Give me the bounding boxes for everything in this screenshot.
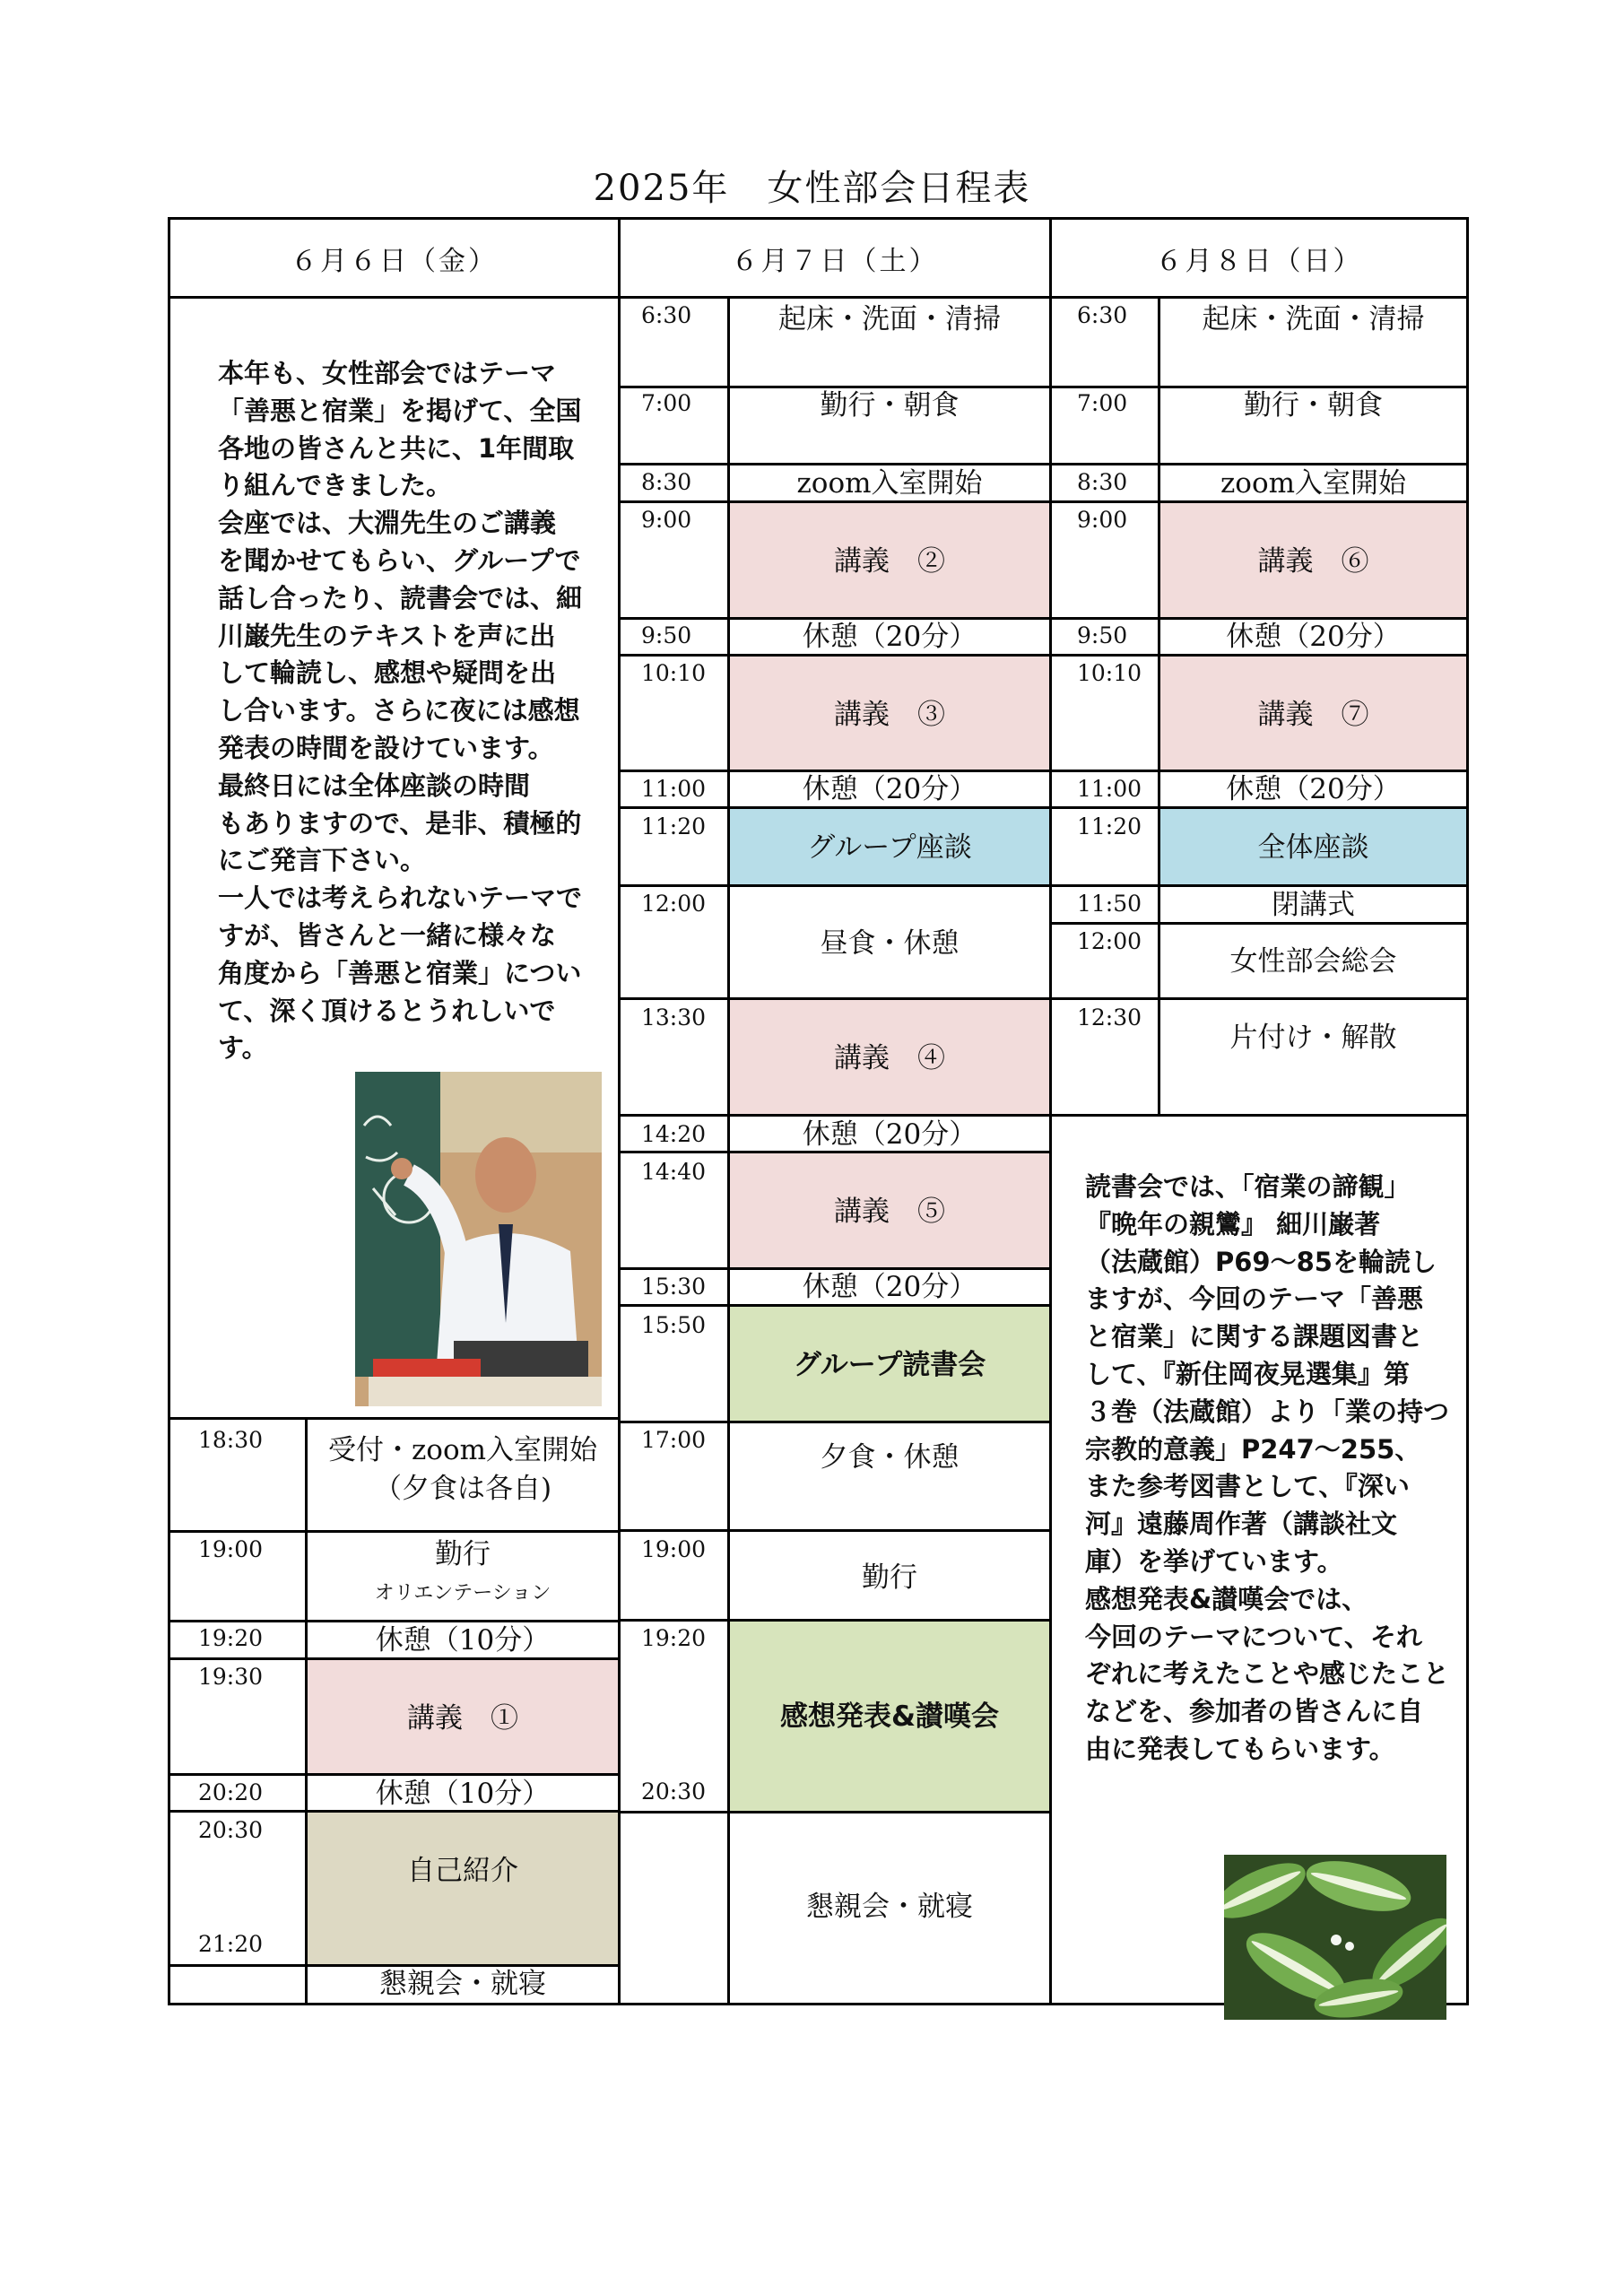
schedule-item: zoom入室開始 xyxy=(1220,467,1407,500)
schedule-item-sub: オリエンテーション xyxy=(374,1582,551,1605)
schedule-item: グループ座談 xyxy=(807,831,972,864)
schedule-item: 感想発表&讃嘆会 xyxy=(779,1700,1000,1733)
schedule-item: 休憩（20分） xyxy=(802,1118,977,1151)
time-label: 19:30 xyxy=(198,1664,264,1690)
intro-line: 川巌先生のテキストを声に出 xyxy=(218,620,556,651)
schedule-item: 講義 ④ xyxy=(834,1042,945,1074)
time-label: 19:20 xyxy=(198,1625,264,1651)
row-border xyxy=(1049,1114,1469,1117)
time-label: 7:00 xyxy=(1077,390,1128,416)
schedule-item: 休憩（20分） xyxy=(802,621,977,653)
time-label: 12:30 xyxy=(1077,1004,1142,1031)
row-border xyxy=(618,884,1052,887)
time-label: 20:20 xyxy=(198,1779,264,1805)
time-label: 11:00 xyxy=(641,776,707,802)
time-label: 8:30 xyxy=(1077,469,1128,495)
time-label: 11:50 xyxy=(1077,891,1142,917)
time-label: 17:00 xyxy=(641,1427,707,1453)
time-label: 8:30 xyxy=(641,469,692,495)
row-border xyxy=(618,997,1052,1000)
time-label: 19:00 xyxy=(641,1536,707,1562)
intro-line: 話し合ったり、読書会では、細 xyxy=(218,582,583,613)
time-label: 12:00 xyxy=(1077,928,1142,954)
time-label: 13:30 xyxy=(641,1004,707,1031)
time-label: 15:30 xyxy=(641,1274,707,1300)
schedule-item: 勤行 xyxy=(862,1561,917,1594)
time-label: 6:30 xyxy=(1077,302,1128,328)
note-line: また参考図書として、『深い xyxy=(1085,1471,1410,1502)
intro-line: を聞かせてもらい、グループで xyxy=(218,544,581,576)
note-line: 庫）を挙げています。 xyxy=(1085,1545,1343,1577)
time-label: 9:00 xyxy=(641,507,692,533)
time-label: 19:00 xyxy=(198,1536,264,1562)
table-border xyxy=(168,217,1469,220)
time-label: 18:30 xyxy=(198,1427,264,1453)
table-border xyxy=(168,217,170,2005)
schedule-item: 休憩（20分） xyxy=(802,1271,977,1303)
schedule-item: 起床・洗面・清掃 xyxy=(1202,303,1425,335)
time-label: 20:30 xyxy=(641,1779,707,1805)
schedule-item: 休憩（10分） xyxy=(375,1624,551,1657)
schedule-item: 講義 ⑤ xyxy=(834,1196,945,1228)
time-label: 9:50 xyxy=(641,622,692,648)
time-label: 9:00 xyxy=(1077,507,1128,533)
schedule-item: 懇親会・就寝 xyxy=(806,1891,973,1923)
intro-line: もありますので、是非、積極的 xyxy=(218,807,582,839)
intro-line: 会座では、大淵先生のご講義 xyxy=(218,508,557,539)
schedule-item: 勤行・朝食 xyxy=(1244,389,1383,422)
row-border xyxy=(168,1530,621,1533)
time-label: 11:20 xyxy=(641,813,707,839)
schedule-item: 自己紹介 xyxy=(407,1855,518,1887)
row-border xyxy=(168,1417,621,1420)
schedule-item: 女性部会総会 xyxy=(1229,945,1397,978)
row-border xyxy=(618,1811,1052,1813)
lecturer-photo xyxy=(355,1072,602,1406)
note-line: と宿業」に関する課題図書と xyxy=(1085,1321,1424,1352)
row-border xyxy=(618,1619,1052,1622)
page-title: 2025年 女性部会日程表 xyxy=(593,168,1031,209)
time-label: 11:00 xyxy=(1077,776,1142,802)
schedule-item: 講義 ② xyxy=(834,545,945,578)
table-border xyxy=(168,296,1469,299)
schedule-item: 勤行・朝食 xyxy=(820,389,960,422)
time-label: 11:20 xyxy=(1077,813,1142,839)
schedule-item: 夕食・休憩 xyxy=(820,1441,960,1474)
note-line: 読書会では、「宿業の諦観」 xyxy=(1085,1171,1411,1202)
schedule-item: 受付・zoom入室開始 xyxy=(327,1434,598,1466)
day-header: ６月８日（日） xyxy=(1155,246,1363,277)
table-border xyxy=(1049,217,1052,2005)
day-header: ６月７日（土） xyxy=(731,246,939,277)
time-label: 6:30 xyxy=(641,302,692,328)
intro-line: 発表の時間を設けています。 xyxy=(218,732,554,763)
schedule-item: 講義 ⑦ xyxy=(1257,699,1369,731)
note-line: 『晩年の親鸞』 細川巌著 xyxy=(1085,1208,1381,1239)
schedule-item-sub: （夕食は各自) xyxy=(373,1473,552,1505)
note-line: 宗教的意義」P247～255、 xyxy=(1085,1433,1421,1465)
note-line: （法蔵館）P69～85を輪読し xyxy=(1085,1246,1437,1277)
time-label: 9:50 xyxy=(1077,622,1128,648)
note-line: ぞれに考えたことや感じたこと xyxy=(1085,1658,1450,1690)
time-label: 21:20 xyxy=(198,1931,264,1957)
schedule-item: 全体座談 xyxy=(1257,831,1369,864)
intro-text xyxy=(218,355,604,1067)
row-border xyxy=(618,1421,1052,1423)
time-label: 7:00 xyxy=(641,390,692,416)
note-line: 感想発表&讃嘆会では、 xyxy=(1085,1583,1368,1614)
note-line: 由に発表してもらいます。 xyxy=(1085,1733,1395,1764)
schedule-item: 片付け・解散 xyxy=(1229,1022,1397,1054)
schedule-item: 起床・洗面・清掃 xyxy=(778,303,1001,335)
intro-line: 角度から「善悪と宿業」につい xyxy=(218,957,582,988)
intro-line: 各地の皆さんと共に、1年間取 xyxy=(218,432,575,464)
plant-photo xyxy=(1224,1855,1446,2020)
schedule-item: 休憩（20分） xyxy=(802,773,977,805)
schedule-item: 講義 ⑥ xyxy=(1257,545,1369,578)
schedule-item: 閉講式 xyxy=(1272,889,1355,921)
schedule-item: 講義 ③ xyxy=(834,699,945,731)
note-line: ますが、今回のテーマ「善悪 xyxy=(1085,1283,1424,1315)
schedule-item: 休憩（20分） xyxy=(1226,621,1401,653)
schedule-item: 休憩（10分） xyxy=(375,1778,551,1810)
intro-line: 一人では考えられないテーマで xyxy=(218,883,583,914)
time-label: 15:50 xyxy=(641,1312,707,1338)
row-border xyxy=(618,1529,1052,1532)
time-label: 12:00 xyxy=(641,891,707,917)
time-label: 14:20 xyxy=(641,1121,707,1147)
note-line: などを、参加者の皆さんに自 xyxy=(1085,1696,1424,1727)
note-line: 今回のテーマについて、それ xyxy=(1085,1621,1422,1652)
note-line: して、『新住岡夜晃選集』第 xyxy=(1085,1358,1410,1389)
intro-line: にご発言下さい。 xyxy=(218,845,427,876)
time-label: 19:20 xyxy=(641,1625,707,1651)
intro-line: て、深く頂けるとうれしいです。 xyxy=(218,995,556,1064)
schedule-item: 講義 ① xyxy=(407,1702,518,1735)
table-border xyxy=(618,217,621,2005)
schedule-item: 昼食・休憩 xyxy=(820,927,960,960)
schedule-item: 懇親会・就寝 xyxy=(379,1968,546,2000)
note-line: 河』遠藤周作著（講談社文 xyxy=(1085,1509,1398,1540)
time-label: 10:10 xyxy=(1077,660,1142,686)
table-border xyxy=(1466,217,1469,2005)
day-header: ６月６日（金） xyxy=(291,246,498,277)
intro-line: り組んできました。 xyxy=(218,470,453,501)
time-label: 20:30 xyxy=(198,1817,264,1843)
schedule-item: 休憩（20分） xyxy=(1226,773,1401,805)
note-line: ３巻（法蔵館）より「業の持つ xyxy=(1085,1396,1450,1427)
intro-line: し合います。さらに夜には感想 xyxy=(218,695,580,726)
intro-line: すが、皆さんと一緒に様々な xyxy=(218,919,557,951)
row-border xyxy=(1049,997,1469,1000)
reading-note xyxy=(1085,1169,1462,1769)
intro-line: 本年も、女性部会ではテーマ xyxy=(218,358,557,388)
intro-line: 「善悪と宿業」を掲げて、全国 xyxy=(218,395,582,426)
schedule-item: 勤行 xyxy=(435,1538,491,1570)
intro-line: して輪読し、感想や疑問を出 xyxy=(218,657,557,689)
schedule-item: zoom入室開始 xyxy=(796,467,983,500)
schedule-item: グループ読書会 xyxy=(793,1349,986,1381)
time-label: 10:10 xyxy=(641,660,707,686)
time-label: 14:40 xyxy=(641,1159,707,1185)
intro-line: 最終日には全体座談の時間 xyxy=(218,770,531,801)
